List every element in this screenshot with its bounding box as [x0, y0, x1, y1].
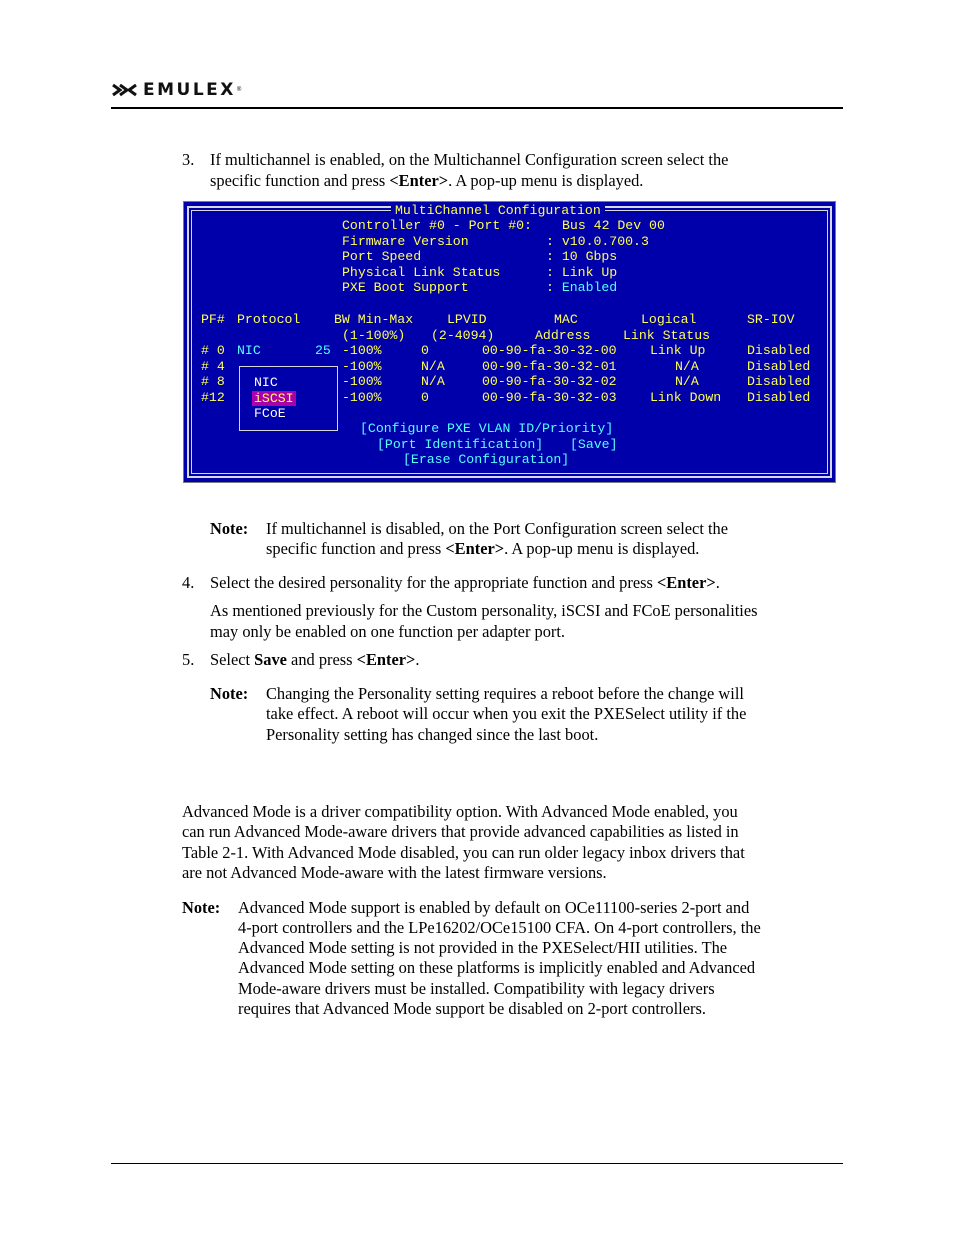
row-2-lpvid[interactable]: N/A [421, 374, 445, 390]
row-0-lpvid[interactable]: 0 [421, 343, 429, 359]
note-3-line-5: Mode-aware drivers must be installed. Compatibility with legacy drivers [238, 979, 715, 998]
note-3-line-6: requires that Advanced Mode support be disabled on 2-port controllers. [238, 999, 706, 1018]
col-header-mac: MAC [554, 312, 578, 327]
info-firmware-value: : v10.0.700.3 [546, 233, 649, 249]
advanced-line-1: Advanced Mode is a driver compatibility option. With Advanced Mode enabled, you [182, 802, 738, 821]
col-header-lpvid: LPVID [447, 312, 487, 327]
step-4-number: 4. [182, 573, 195, 592]
popup-item-nic[interactable]: NIC [254, 375, 278, 390]
subheader-mac-address: Address [535, 327, 591, 343]
row-0-link: Link Up [650, 343, 706, 359]
subheader-link-status: Link Status [623, 327, 711, 343]
col-header-pf: PF# [201, 312, 225, 327]
row-2-bw-max[interactable]: -100% [342, 374, 382, 390]
header-rule [111, 107, 843, 109]
row-1-bw-max[interactable]: -100% [342, 358, 382, 374]
row-1-lpvid[interactable]: N/A [421, 358, 445, 374]
popup-item-fcoe[interactable]: FCoE [254, 406, 286, 422]
brand-name: EMULEX [143, 80, 236, 100]
popup-item-iscsi[interactable]: iSCSI [254, 390, 294, 406]
note-3-line-2: 4-port controllers and the LPe16202/OCe15100 CFA. On 4-port controllers, the [238, 918, 761, 937]
note-2-line-3: Personality setting has changed since the last boot. [266, 725, 599, 744]
row-3-sriov: Disabled [747, 390, 811, 405]
row-1-sriov: Disabled [747, 358, 811, 374]
step-3-line-2: specific function and press <Enter>. A pop-up menu is displayed. [210, 171, 644, 190]
port-identification-button[interactable]: [Port Identification] [377, 436, 544, 452]
step-4-text: Select the desired personality for the appropriate function and press <Enter>. [210, 573, 720, 592]
note-2-line-1: Changing the Personality setting requires a reboot before the change will [266, 684, 744, 703]
row-2-pf: # 8 [201, 374, 225, 390]
info-controller-value: Bus 42 Dev 00 [562, 218, 665, 233]
step-3-line-1: If multichannel is enabled, on the Multichannel Configuration screen select the [210, 150, 729, 169]
row-0-bw-min[interactable]: 25 [315, 343, 331, 359]
pxe-boot-enabled[interactable]: Enabled [561, 280, 618, 296]
row-2-link: N/A [675, 374, 699, 390]
protocol-popup-menu [239, 366, 338, 431]
footer-rule [111, 1163, 843, 1164]
note-3-line-4: Advanced Mode setting on these platforms is implicitly enabled and Advanced [238, 958, 756, 977]
note-2-line-2: take effect. A reboot will occur when you exit the PXESelect utility if the [266, 704, 747, 723]
row-0-sriov: Disabled [747, 343, 811, 359]
screen-title: MultiChannel Configuration [391, 203, 605, 218]
step-5-number: 5. [182, 650, 195, 669]
row-3-bw-max[interactable]: -100% [342, 390, 382, 405]
step-3-number: 3. [182, 150, 195, 169]
note-2-label: Note: [210, 684, 249, 703]
info-link-status-label: Physical Link Status [342, 264, 501, 280]
col-header-logical: Logical [641, 312, 697, 327]
col-header-sriov: SR-IOV [747, 312, 795, 327]
info-controller-label: Controller #0 - Port #0: [342, 218, 532, 233]
col-header-bw: BW Min-Max [334, 312, 414, 327]
configure-pxe-vlan-button[interactable]: [Configure PXE VLAN ID/Priority] [360, 421, 614, 436]
row-0-mac: 00-90-fa-30-32-00 [482, 343, 617, 359]
note-1-line-2: specific function and press <Enter>. A pop-up menu is displayed. [266, 539, 700, 558]
info-link-status-value: : Link Up [546, 264, 618, 280]
step-4-para-line-1: As mentioned previously for the Custom personality, iSCSI and FCoE personalities [210, 601, 758, 620]
subheader-bw-range: (1-100%) [342, 327, 406, 343]
row-3-pf: #12 [201, 390, 225, 405]
multichannel-configuration-screen [183, 201, 836, 483]
row-1-pf: # 4 [201, 358, 225, 374]
erase-configuration-button[interactable]: [Erase Configuration] [403, 452, 570, 468]
row-2-mac: 00-90-fa-30-32-02 [482, 374, 617, 390]
note-1-line-1: If multichannel is disabled, on the Port Configuration screen select the [266, 519, 729, 538]
row-1-mac: 00-90-fa-30-32-01 [482, 358, 617, 374]
note-3-line-3: Advanced Mode setting is not provided in the PXESelect/HII utilities. The [238, 938, 728, 957]
row-0-bw-max[interactable]: -100% [342, 343, 382, 359]
row-2-sriov: Disabled [747, 374, 811, 390]
emulex-logo [112, 80, 241, 100]
row-0-protocol[interactable]: NIC [237, 343, 261, 359]
info-pxe-boot-value: : Enabled [546, 280, 618, 296]
trademark: ® [236, 87, 242, 93]
emulex-logo-icon [112, 83, 138, 97]
advanced-line-3: Table 2-1. With Advanced Mode disabled, you can run older legacy inbox drivers that [182, 843, 745, 862]
note-3-label: Note: [182, 898, 221, 917]
save-button[interactable]: [Save] [570, 436, 618, 452]
step-5-text: Select Save and press <Enter>. [210, 650, 420, 669]
col-header-protocol: Protocol [237, 312, 301, 327]
row-3-link: Link Down [650, 390, 722, 405]
row-0-pf: # 0 [201, 343, 225, 359]
info-port-speed-label: Port Speed [342, 249, 422, 265]
row-1-link: N/A [675, 358, 699, 374]
info-firmware-label: Firmware Version [342, 233, 469, 249]
note-1-label: Note: [210, 519, 249, 538]
advanced-line-4: are not Advanced Mode-aware with the latest firmware versions. [182, 863, 607, 882]
info-port-speed-value: : 10 Gbps [546, 249, 618, 265]
info-pxe-boot-label: PXE Boot Support [342, 280, 469, 296]
step-4-para-line-2: may only be enabled on one function per adapter port. [210, 622, 566, 641]
note-3-line-1: Advanced Mode support is enabled by default on OCe11100-series 2-port and [238, 898, 750, 917]
subheader-lpvid-range: (2-4094) [431, 327, 495, 343]
row-3-lpvid[interactable]: 0 [421, 390, 429, 405]
row-3-mac: 00-90-fa-30-32-03 [482, 390, 617, 405]
advanced-line-2: can run Advanced Mode-aware drivers that provide advanced capabilities as listed in [182, 822, 739, 841]
